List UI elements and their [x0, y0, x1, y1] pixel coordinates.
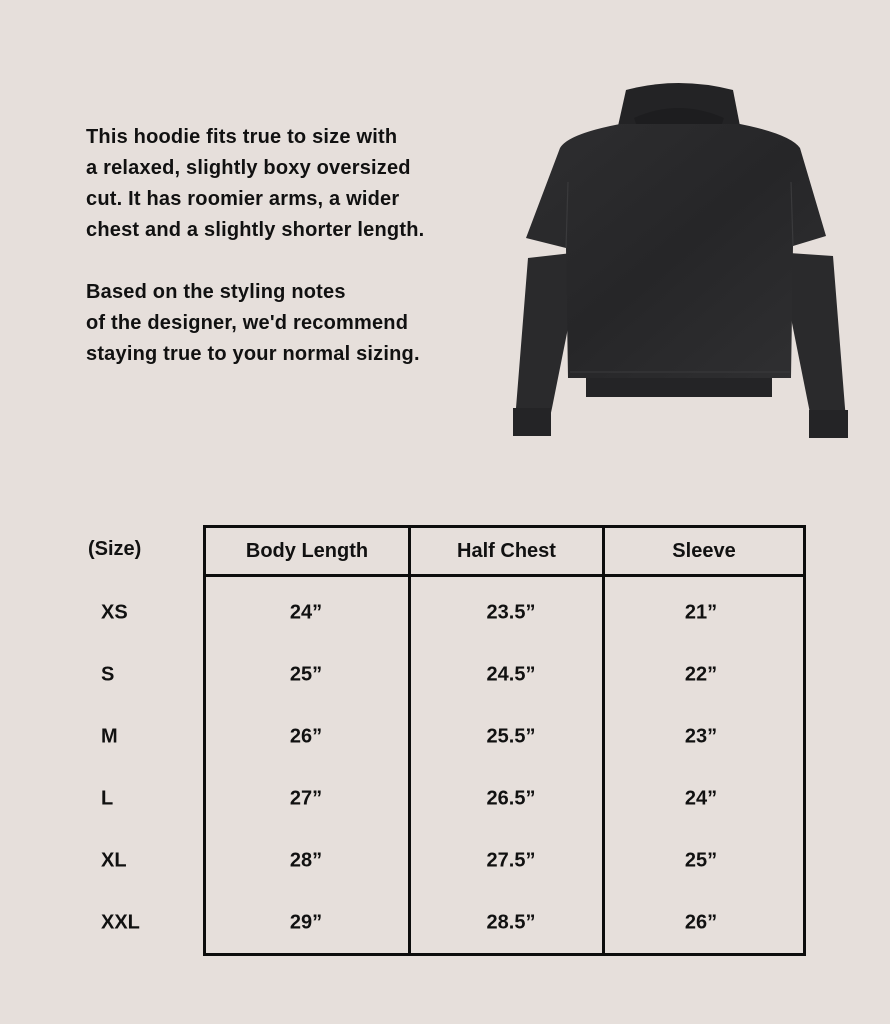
- hoodie-product-image: [508, 78, 853, 440]
- column-divider: [408, 528, 411, 953]
- half-chest-cell: 25.5”: [486, 725, 536, 748]
- sleeve-cell: 22”: [684, 663, 718, 686]
- size-label: XXL: [101, 911, 140, 934]
- half-chest-cell: 23.5”: [486, 601, 536, 624]
- size-label: XS: [101, 601, 128, 624]
- body-length-cell: 24”: [289, 601, 323, 624]
- fit-paragraph: [86, 122, 486, 246]
- sleeve-cell: 23”: [684, 725, 718, 748]
- half-chest-cell: 24.5”: [486, 663, 536, 686]
- half-chest-cell: 26.5”: [486, 787, 536, 810]
- size-label: L: [101, 787, 114, 810]
- body-length-cell: 28”: [289, 849, 323, 872]
- text-line: of the designer, we'd recommend: [86, 312, 409, 334]
- column-divider: [602, 528, 605, 953]
- column-header-half-chest: Half Chest: [457, 539, 556, 562]
- body-length-cell: 29”: [289, 911, 323, 934]
- body-length-cell: 26”: [289, 725, 323, 748]
- size-label: M: [101, 725, 118, 748]
- half-chest-cell: 28.5”: [486, 911, 536, 934]
- column-header-body-length: Body Length: [245, 539, 369, 562]
- size-chart-table: [203, 525, 806, 956]
- fit-description: [86, 122, 486, 370]
- sleeve-cell: 21”: [684, 601, 718, 624]
- sleeve-cell: 25”: [684, 849, 718, 872]
- size-column-header: (Size): [88, 538, 142, 560]
- text-line: a relaxed, slightly boxy oversized: [86, 157, 411, 179]
- half-chest-cell: 27.5”: [486, 849, 536, 872]
- body-length-cell: 25”: [289, 663, 323, 686]
- sleeve-cell: 26”: [684, 911, 718, 934]
- text-line: chest and a slightly shorter length.: [86, 219, 425, 241]
- sizing-recommendation: [86, 277, 486, 370]
- sleeve-cell: 24”: [684, 787, 718, 810]
- text-line: staying true to your normal sizing.: [86, 343, 420, 365]
- text-line: This hoodie fits true to size with: [86, 126, 398, 148]
- size-label: XL: [101, 849, 127, 872]
- text-line: Based on the styling notes: [86, 281, 346, 303]
- header-divider: [206, 574, 803, 577]
- body-length-cell: 27”: [289, 787, 323, 810]
- column-header-sleeve: Sleeve: [672, 539, 736, 562]
- hoodie-icon: [508, 78, 853, 440]
- text-line: cut. It has roomier arms, a wider: [86, 188, 400, 210]
- size-label: S: [101, 663, 115, 686]
